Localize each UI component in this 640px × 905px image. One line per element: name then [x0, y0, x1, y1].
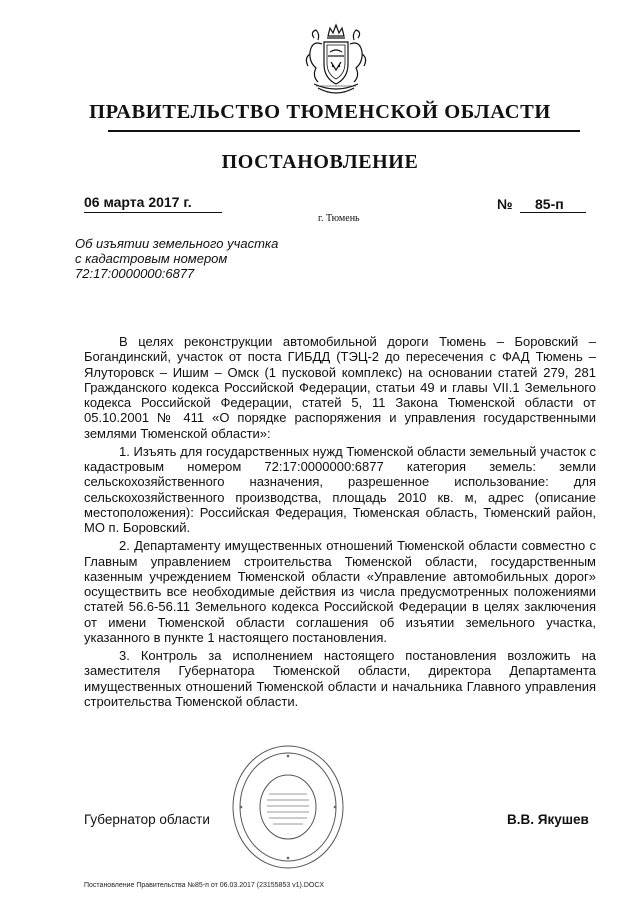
body-paragraph-preamble: В целях реконструкции автомобильной дороги Тюмень – Боровский – Богандинский, участок от поста ГИБДД (ТЭЦ-2 до пересечения с ФАД Тюмень – Ялуторовск – Ишим – Омск (1 пусковой комплекс) на основании статей 279, 281 Гражданского кодекса Российской Федерации, статьи 49 и главы VII.1 Земельного кодекса Российской Федерации, статей 5, 11 Закона Тюменской области от 05.10.2001 № 411 «О порядке распоряжения и управления государственными землями Тюменской области»:: [84, 334, 596, 441]
document-body: [84, 334, 596, 712]
number-field: [520, 194, 586, 213]
coat-of-arms-emblem: [300, 22, 372, 102]
header-divider: [108, 130, 580, 132]
number-sign: №: [497, 196, 513, 212]
document-number: 85-п: [535, 196, 564, 212]
subject-line: 72:17:0000000:6877: [75, 266, 195, 281]
official-seal-stamp: [229, 742, 347, 872]
date-field: [84, 194, 222, 213]
document-date: 06 марта 2017 г.: [84, 194, 192, 210]
signer-title: Губернатор области: [84, 812, 210, 827]
file-footer: Постановление Правительства №85-п от 06.03.2017 (23155853 v1).DOCX: [84, 882, 325, 889]
document-subject: [75, 236, 315, 281]
signer-name: В.В. Якушев: [507, 812, 589, 827]
body-paragraph-2: 2. Департаменту имущественных отношений Тюменской области совместно с Главным управлением строительства Тюменской области, государственным казенным учреждением Тюменской области «Управление автомобильных дорог» осуществить все необходимые действия из числа предусмотренных положениями статей 56.6-56.11 Земельного кодекса Российской Федерации в целях заключения от имени Тюменской области соглашения об изъятии земельного участка, указанного в пункте 1 настоящего постановления.: [84, 538, 596, 645]
document-city: г. Тюмень: [318, 213, 360, 224]
subject-line: Об изъятии земельного участка: [75, 236, 279, 251]
document-type-title: ПОСТАНОВЛЕНИЕ: [221, 151, 419, 173]
government-title: ПРАВИТЕЛЬСТВО ТЮМЕНСКОЙ ОБЛАСТИ: [89, 101, 551, 123]
body-paragraph-3: 3. Контроль за исполнением настоящего постановления возложить на заместителя Губернатора Тюменской области, директора Департамента имущественных отношений Тюменской области и начальника Главного управления строительства Тюменской области.: [84, 648, 596, 709]
body-paragraph-1: 1. Изъять для государственных нужд Тюменской области земельный участок с кадастровым номером 72:17:0000000:6877 категория земель: земли сельскохозяйственного назначения, разрешенное использование: для сельскохозяйственного производства, площадь 2010 кв. м, адрес (описание местоположения): Российская Федерация, Тюменская область, Тюменский район, МО п. Боровский.: [84, 443, 596, 535]
subject-line: с кадастровым номером: [75, 251, 228, 266]
